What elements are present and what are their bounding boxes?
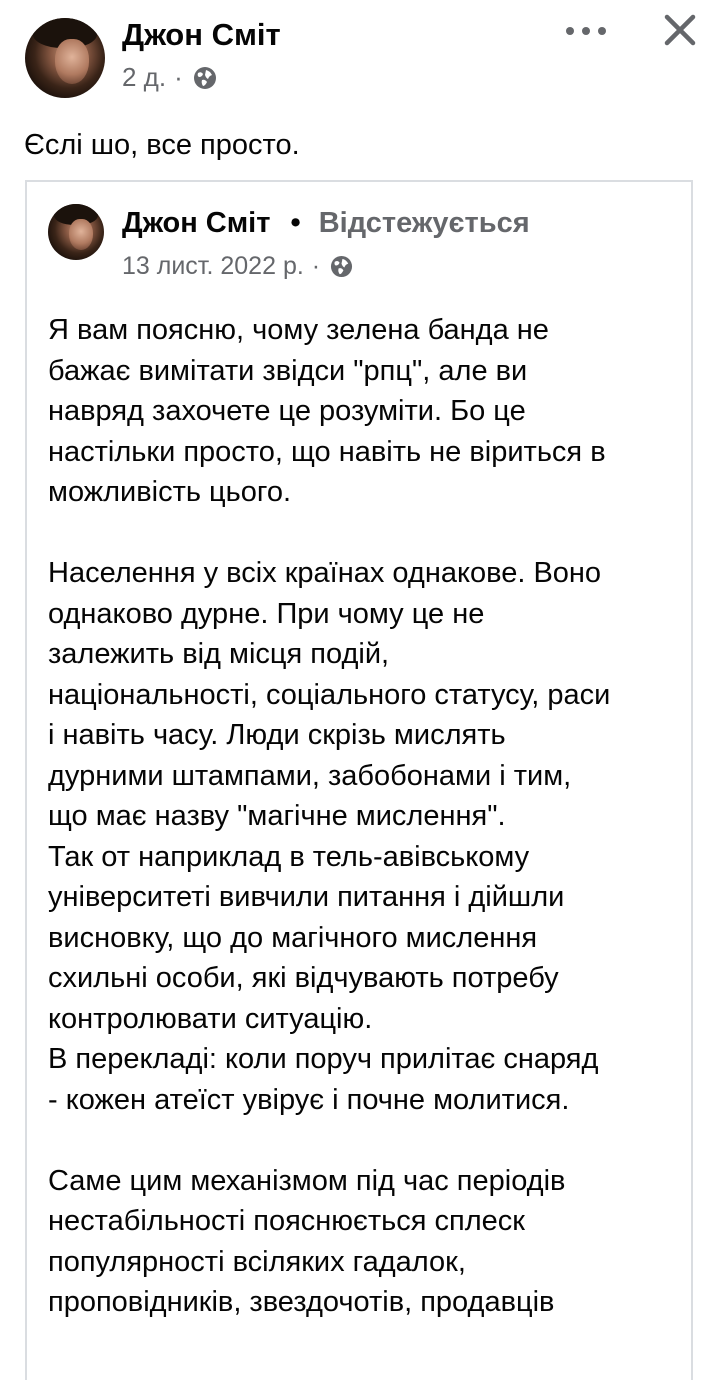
- globe-icon: [330, 255, 353, 278]
- post-time[interactable]: 2 д.: [122, 62, 167, 92]
- post-text: Єслі шо, все просто.: [24, 129, 300, 161]
- author-avatar[interactable]: [25, 18, 105, 98]
- shared-author-line: [122, 207, 530, 240]
- shared-post-date[interactable]: 13 лист. 2022 р.: [122, 252, 304, 280]
- author-name[interactable]: Джон Сміт: [122, 17, 281, 52]
- close-icon[interactable]: [660, 10, 700, 50]
- meta-dot: ·: [311, 252, 321, 280]
- globe-icon: [193, 66, 217, 90]
- more-dots-icon[interactable]: [566, 16, 606, 46]
- shared-author-name[interactable]: Джон Сміт: [122, 207, 271, 239]
- follow-status[interactable]: Відстежується: [318, 207, 530, 239]
- shared-post-body: Я вам поясню, чому зелена банда не бажає вимітати звідси "рпц", але ви навряд захочете це розуміти. Бо це настільки просто, що навіть не віриться в можливість цього. Населення у всіх країнах однакове. Воно однаково дурне. При чому це не залежить від місця подій, національності, соціального статусу, раси і навіть часу. Люди скрізь мислять дурними штампами, забобонами і тим, що має назву "магічне мислення". Так от наприклад в тель-авівському університеті вивчили питання і дійшли висновку, що до магічного мислення схильні особи, які відчувають потребу контролювати ситуацію. В перекладі: коли поруч прилітає снаряд - кожен атеїст увірує і почне молитися. Саме цим механізмом під час періодів нестабільності пояснюється сплеск популярності всіляких гадалок, проповідників, звездочотів, продавців: [48, 314, 611, 1318]
- meta-dot: ·: [174, 62, 183, 92]
- follow-separator: •: [290, 207, 301, 239]
- shared-author-avatar[interactable]: [48, 204, 104, 260]
- post-header: [0, 0, 720, 110]
- shared-post-meta: [122, 252, 353, 281]
- post-meta: [122, 62, 217, 93]
